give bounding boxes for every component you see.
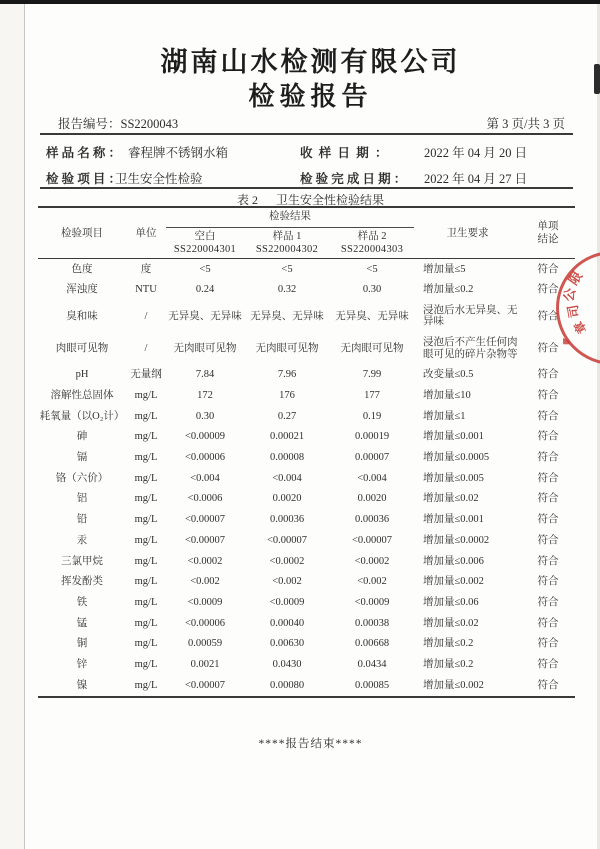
cell-blank: <0.00006 (184, 452, 226, 464)
company-name: 湖南山水检测有限公司 (160, 47, 461, 77)
cell-item: 汞 (76, 534, 88, 546)
cell-sample2: 0.0434 (357, 658, 387, 670)
cell-requirement: 改变量≤0.5 (423, 369, 474, 381)
table-row (38, 592, 575, 613)
cell-sample1: 0.00036 (269, 514, 305, 526)
cell-requirement: 增加量≤0.001 (423, 431, 484, 443)
cell-sample1: 0.00021 (269, 431, 305, 443)
cell-sample2: <0.004 (357, 472, 387, 484)
cell-sample1: <5 (281, 263, 293, 275)
cell-sample1: 无肉眼可见物 (255, 342, 319, 354)
cell-item: 耗氧量（以O₂计） (39, 410, 125, 422)
seal-char: 章 (571, 318, 590, 336)
cell-item: 色度 (71, 263, 93, 275)
cell-sample2: 0.00038 (354, 617, 390, 629)
table-row (38, 530, 575, 551)
conclusion-line1: 单项 (537, 221, 559, 232)
cell-unit: 度 (140, 263, 152, 275)
cell-sample1: 7.96 (277, 369, 297, 381)
divider-info (40, 187, 573, 189)
cell-blank: <5 (199, 263, 211, 275)
cell-blank: 0.0021 (190, 658, 220, 670)
table-row (38, 675, 575, 697)
cell-conclusion: 符合 (537, 596, 559, 608)
cell-sample2: 7.99 (362, 369, 382, 381)
table-row (38, 259, 575, 280)
cell-blank: <0.00007 (184, 679, 226, 691)
cell-conclusion: 符合 (537, 576, 559, 588)
scan-edge-top (0, 0, 600, 4)
cell-conclusion: 符合 (537, 410, 559, 422)
cell-unit: mg/L (134, 596, 158, 608)
cell-sample2: 0.00668 (354, 638, 390, 650)
cell-requirement: 增加量≤0.2 (423, 284, 474, 296)
cell-requirement: 增加量≤0.006 (423, 555, 484, 567)
cell-unit: mg/L (134, 410, 158, 422)
cell-unit: mg/L (134, 679, 158, 691)
cell-blank: <0.0009 (187, 596, 223, 608)
seal-char: 限 (565, 268, 586, 288)
cell-unit: mg/L (134, 493, 158, 505)
cell-item: 浑浊度 (66, 284, 98, 296)
cell-item: 三氯甲烷 (61, 555, 103, 567)
col-header-item: 检验项目 (61, 227, 103, 239)
cell-sample1: 0.0020 (272, 493, 302, 505)
table-row (38, 333, 575, 365)
cell-sample2: 0.00085 (354, 679, 390, 691)
cell-conclusion: 符合 (537, 390, 559, 402)
cell-sample2: <0.0009 (354, 596, 390, 608)
cell-item: 臭和味 (66, 310, 98, 322)
cell-unit: mg/L (134, 390, 158, 402)
cell-blank: 7.84 (195, 369, 215, 381)
cell-sample2: 0.19 (362, 410, 382, 422)
cell-requirement: 增加量≤0.002 (423, 576, 484, 588)
table-row (38, 300, 575, 332)
cell-item: 铜 (76, 638, 88, 650)
cell-sample1: <0.004 (272, 472, 302, 484)
cell-sample2: <5 (366, 263, 378, 275)
cell-conclusion: 符合 (537, 263, 559, 275)
cell-unit: mg/L (134, 638, 158, 650)
sample-name-label: 样 品 名 称 ： (46, 146, 122, 160)
cell-sample2: 无异臭、无异味 (335, 310, 409, 322)
cell-requirement: 增加量≤0.06 (423, 596, 479, 608)
sample1-code: SS220004302 (255, 244, 319, 255)
cell-requirement: 增加量≤0.002 (423, 679, 484, 691)
cell-requirement: 增加量≤0.2 (423, 658, 474, 670)
cell-conclusion: 符合 (537, 638, 559, 650)
cell-unit: mg/L (134, 431, 158, 443)
cell-item: pH (75, 369, 89, 381)
cell-item: 铬（六价） (55, 472, 109, 484)
cell-item: 溶解性总固体 (50, 390, 114, 402)
cell-blank: <0.0002 (187, 555, 223, 567)
cell-unit: mg/L (134, 617, 158, 629)
blank-label: 空白 (194, 231, 216, 242)
table-row (38, 385, 575, 406)
receive-date-value: 2022 年 04 月 20 日 (424, 146, 528, 160)
results-tbody (38, 259, 575, 697)
cell-conclusion: 符合 (537, 369, 559, 381)
col-header-results: 检验结果 (166, 207, 414, 228)
table-row (38, 510, 575, 531)
table-row (38, 634, 575, 655)
seal-char: 公 (560, 286, 579, 303)
cell-sample1: 0.32 (277, 284, 297, 296)
cell-sample1: 无异臭、无异味 (250, 310, 324, 322)
divider-top (40, 133, 573, 135)
cell-sample2: <0.002 (357, 576, 387, 588)
table-row (38, 551, 575, 572)
cell-sample1: 0.00008 (269, 452, 305, 464)
table-row (38, 613, 575, 634)
cell-blank: <0.004 (190, 472, 220, 484)
cell-unit: 无量纲 (130, 369, 162, 381)
cell-blank: <0.002 (190, 576, 220, 588)
cell-item: 肉眼可见物 (55, 342, 109, 354)
test-item-label: 检 验 项 目 ： (46, 172, 122, 186)
sample1-label: 样品 1 (272, 231, 302, 242)
table-row (38, 406, 575, 427)
cell-unit: mg/L (134, 514, 158, 526)
cell-requirement: 浸泡后水无异臭、无异味 (423, 304, 518, 328)
scan-background-left (0, 3, 24, 849)
blank-code: SS220004301 (173, 244, 237, 255)
test-item-value: 卫生安全性检验 (115, 172, 203, 186)
col-header-blank (166, 228, 244, 259)
cell-requirement: 增加量≤5 (423, 263, 466, 275)
cell-sample1: 0.00630 (269, 638, 305, 650)
cell-conclusion: 符合 (537, 617, 559, 629)
cell-sample2: 0.0020 (357, 493, 387, 505)
cell-blank: <0.00007 (184, 534, 226, 546)
cell-blank: <0.00007 (184, 514, 226, 526)
table-row (38, 448, 575, 469)
cell-unit: / (144, 310, 148, 322)
cell-sample1: <0.0009 (269, 596, 305, 608)
document-title: 检验报告 (248, 82, 373, 111)
cell-blank: <0.00009 (184, 431, 226, 443)
cell-blank: 0.24 (195, 284, 215, 296)
cell-sample1: 176 (279, 390, 295, 402)
table-row (38, 572, 575, 593)
cell-conclusion: 符合 (537, 310, 559, 322)
report-number-row (58, 114, 565, 132)
cell-sample1: <0.0002 (269, 555, 305, 567)
cell-blank: <0.0006 (187, 493, 223, 505)
col-header-conclusion (521, 207, 575, 259)
cell-sample2: 0.00019 (354, 431, 390, 443)
table-row (38, 468, 575, 489)
cell-requirement: 增加量≤0.001 (423, 514, 484, 526)
cell-unit: mg/L (134, 576, 158, 588)
page-indicator: 第 3 页/共 3 页 (486, 117, 565, 131)
table-caption: 表 2 卫生安全性检验结果 (236, 193, 384, 207)
cell-conclusion: 符合 (537, 452, 559, 464)
cell-item: 铁 (76, 596, 88, 608)
conclusion-line2: 结论 (537, 234, 559, 245)
cell-unit: mg/L (134, 658, 158, 670)
cell-item: 镉 (76, 452, 88, 464)
cell-sample1: <0.002 (272, 576, 302, 588)
cell-sample2: 0.30 (362, 284, 382, 296)
cell-item: 锰 (76, 617, 88, 629)
cell-blank: 0.00059 (187, 638, 223, 650)
cell-sample1: 0.00040 (269, 617, 305, 629)
table-row (38, 365, 575, 386)
complete-date-value: 2022 年 04 月 27 日 (424, 172, 528, 186)
cell-sample1: 0.0430 (272, 658, 302, 670)
cell-unit: / (144, 342, 148, 354)
cell-sample2: 177 (364, 390, 380, 402)
report-number-value: SS2200043 (120, 117, 179, 131)
cell-blank: 0.30 (195, 410, 215, 422)
complete-date-label: 检 验 完 成 日 期 ： (300, 172, 407, 186)
sample-name-value: 睿程牌不锈钢水箱 (128, 146, 229, 160)
cell-requirement: 增加量≤0.02 (423, 617, 479, 629)
cell-unit: mg/L (134, 555, 158, 567)
report-end-text: ****报告结束**** (258, 738, 363, 750)
cell-sample1: 0.27 (277, 410, 297, 422)
cell-conclusion: 符合 (537, 284, 559, 296)
cell-conclusion: 符合 (537, 493, 559, 505)
scan-edge-mark (594, 64, 600, 94)
cell-requirement: 增加量≤0.005 (423, 472, 484, 484)
cell-sample2: 0.00007 (354, 452, 390, 464)
sample2-label: 样品 2 (357, 231, 387, 242)
report-number (58, 114, 178, 132)
cell-conclusion: 符合 (537, 658, 559, 670)
cell-conclusion: 符合 (537, 555, 559, 567)
cell-unit: mg/L (134, 472, 158, 484)
cell-item: 锌 (76, 658, 88, 670)
cell-unit: mg/L (134, 452, 158, 464)
cell-item: 镍 (76, 679, 88, 691)
cell-item: 铅 (76, 514, 88, 526)
report-number-label: 报告编号： (58, 117, 121, 131)
cell-conclusion: 符合 (537, 679, 559, 691)
col-header-sample1 (244, 228, 330, 259)
table-row (38, 427, 575, 448)
cell-unit: NTU (135, 284, 157, 296)
cell-sample2: 无肉眼可见物 (340, 342, 404, 354)
cell-conclusion: 符合 (537, 534, 559, 546)
col-header-unit: 单位 (135, 227, 157, 239)
cell-requirement: 增加量≤0.0002 (423, 534, 490, 546)
col-header-requirement: 卫生要求 (446, 227, 489, 239)
cell-sample2: <0.0002 (354, 555, 390, 567)
cell-item: 铝 (76, 493, 88, 505)
cell-blank: 172 (197, 390, 213, 402)
cell-requirement: 增加量≤0.0005 (423, 452, 490, 464)
cell-blank: 无肉眼可见物 (173, 342, 237, 354)
cell-sample2: <0.00007 (351, 534, 393, 546)
cell-conclusion: 符合 (537, 472, 559, 484)
cell-sample1: <0.00007 (266, 534, 308, 546)
cell-conclusion: 符合 (537, 514, 559, 526)
cell-item: 挥发酚类 (61, 576, 103, 588)
cell-requirement: 增加量≤0.2 (423, 638, 474, 650)
cell-unit: mg/L (134, 534, 158, 546)
table-row (38, 280, 575, 301)
results-table (38, 206, 575, 698)
receive-date-label: 收 样 日 期 ： (300, 146, 388, 160)
results-table-header (38, 207, 575, 259)
table-row (38, 489, 575, 510)
cell-item: 砷 (76, 431, 88, 443)
cell-requirement: 增加量≤1 (423, 410, 466, 422)
cell-conclusion: 符合 (537, 342, 559, 354)
cell-blank: <0.00006 (184, 617, 226, 629)
cell-requirement: 浸泡后不产生任何肉眼可见的碎片杂物等 (423, 337, 518, 360)
cell-blank: 无异臭、无异味 (168, 310, 242, 322)
cell-requirement: 增加量≤0.02 (423, 493, 479, 505)
cell-sample1: 0.00080 (269, 679, 305, 691)
cell-sample2: 0.00036 (354, 514, 390, 526)
table-row (38, 654, 575, 675)
cell-conclusion: 符合 (537, 431, 559, 443)
seal-char: 司 (564, 303, 583, 320)
cell-requirement: 增加量≤10 (423, 390, 471, 402)
col-header-sample2 (330, 228, 414, 259)
sample2-code: SS220004303 (340, 244, 404, 255)
